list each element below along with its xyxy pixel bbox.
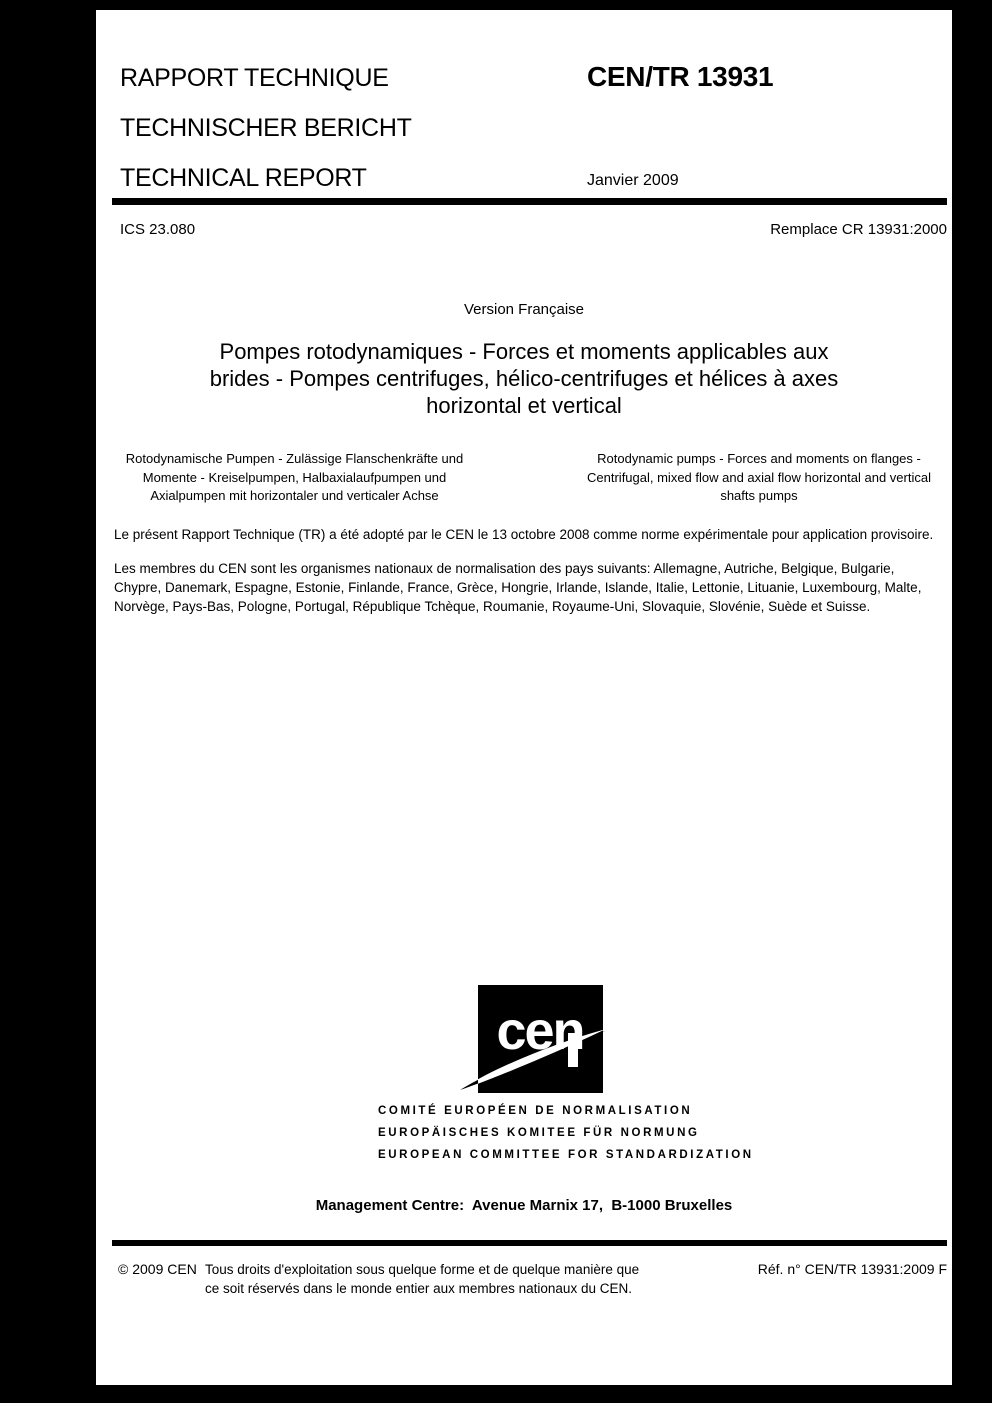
committee-names xyxy=(378,1100,754,1166)
scan-border-right xyxy=(952,0,992,1403)
committee-name-fr: COMITÉ EUROPÉEN DE NORMALISATION xyxy=(378,1105,693,1117)
scan-border-top xyxy=(0,0,992,10)
title-en-line: Centrifugal, mixed flow and axial flow horizontal and vertical xyxy=(587,469,931,485)
standard-designation: CEN/TR 13931 xyxy=(587,61,774,92)
title-de-line: Axialpumpen mit horizontaler und verticaler Achse xyxy=(150,488,439,503)
title-en-line: Rotodynamic pumps - Forces and moments on flanges - xyxy=(597,451,921,466)
cen-logo xyxy=(440,973,620,1103)
management-centre-address: Management Centre: Avenue Marnix 17, B-1000 Bruxelles xyxy=(315,1197,733,1214)
members-note-line: Chypre, Danemark, Espagne, Estonie, Finlande, France, Grèce, Hongrie, Irlande, Islande, Italie, Lettonie, Lituanie, Luxembourg, Malte, xyxy=(114,580,922,595)
rights-statement xyxy=(205,1261,639,1298)
document-title-en xyxy=(558,450,960,506)
document-title-de xyxy=(112,450,477,506)
title-de-line: Momente - Kreiselpumpen, Halbaxialaufpumpen und xyxy=(142,469,447,485)
ics-code: ICS 23.080 xyxy=(120,221,196,238)
committee-name-en: EUROPEAN COMMITTEE FOR STANDARDIZATION xyxy=(378,1149,754,1161)
cen-logo-text: cen xyxy=(496,1001,584,1061)
title-de-line: Rotodynamische Pumpen - Zulässige Flanschenkräfte und xyxy=(125,451,464,466)
footer-divider-rule xyxy=(112,1240,947,1246)
report-type-fr: RAPPORT TECHNIQUE xyxy=(120,64,389,92)
adoption-note: Le présent Rapport Technique (TR) a été adopté par le CEN le 13 octobre 2008 comme norme expérimentale pour application provisoire. xyxy=(114,527,934,542)
reference-number: Réf. n° CEN/TR 13931:2009 F xyxy=(757,1261,947,1277)
scan-border-bottom xyxy=(0,1385,992,1403)
title-fr-line: brides - Pompes centrifuges, hélico-centrifuges et hélices à axes xyxy=(209,366,839,391)
members-note-line: Les membres du CEN sont les organismes nationaux de normalisation des pays suivants: Allemagne, Autriche, Belgique, Bulgarie, xyxy=(114,561,895,576)
committee-name-de: EUROPÄISCHES KOMITEE FÜR NORMUNG xyxy=(378,1127,700,1139)
copyright-notice: © 2009 CEN xyxy=(118,1261,197,1277)
replaces-note: Remplace CR 13931:2000 xyxy=(770,221,947,238)
document-title-fr xyxy=(96,338,952,419)
scan-border-left xyxy=(0,0,96,1403)
title-fr-line: Pompes rotodynamiques - Forces et moments applicables aux xyxy=(219,339,829,364)
publication-date: Janvier 2009 xyxy=(587,172,679,189)
members-note-line: Norvège, Pays-Bas, Pologne, Portugal, République Tchèque, Roumanie, Royaume-Uni, Slovaquie, Slovénie, Suède et Suisse. xyxy=(114,599,871,614)
title-fr-line: horizontal et vertical xyxy=(426,393,622,418)
rights-line: ce soit réservés dans le monde entier aux membres nationaux du CEN. xyxy=(205,1280,632,1296)
report-type-en: TECHNICAL REPORT xyxy=(120,164,367,192)
members-note xyxy=(114,559,959,616)
rights-line: Tous droits d'exploitation sous quelque forme et de quelque manière que xyxy=(205,1262,640,1277)
header-divider-rule xyxy=(112,198,947,205)
title-en-line: shafts pumps xyxy=(720,488,798,503)
version-label: Version Française xyxy=(463,301,585,318)
report-type-de: TECHNISCHER BERICHT xyxy=(120,114,412,142)
